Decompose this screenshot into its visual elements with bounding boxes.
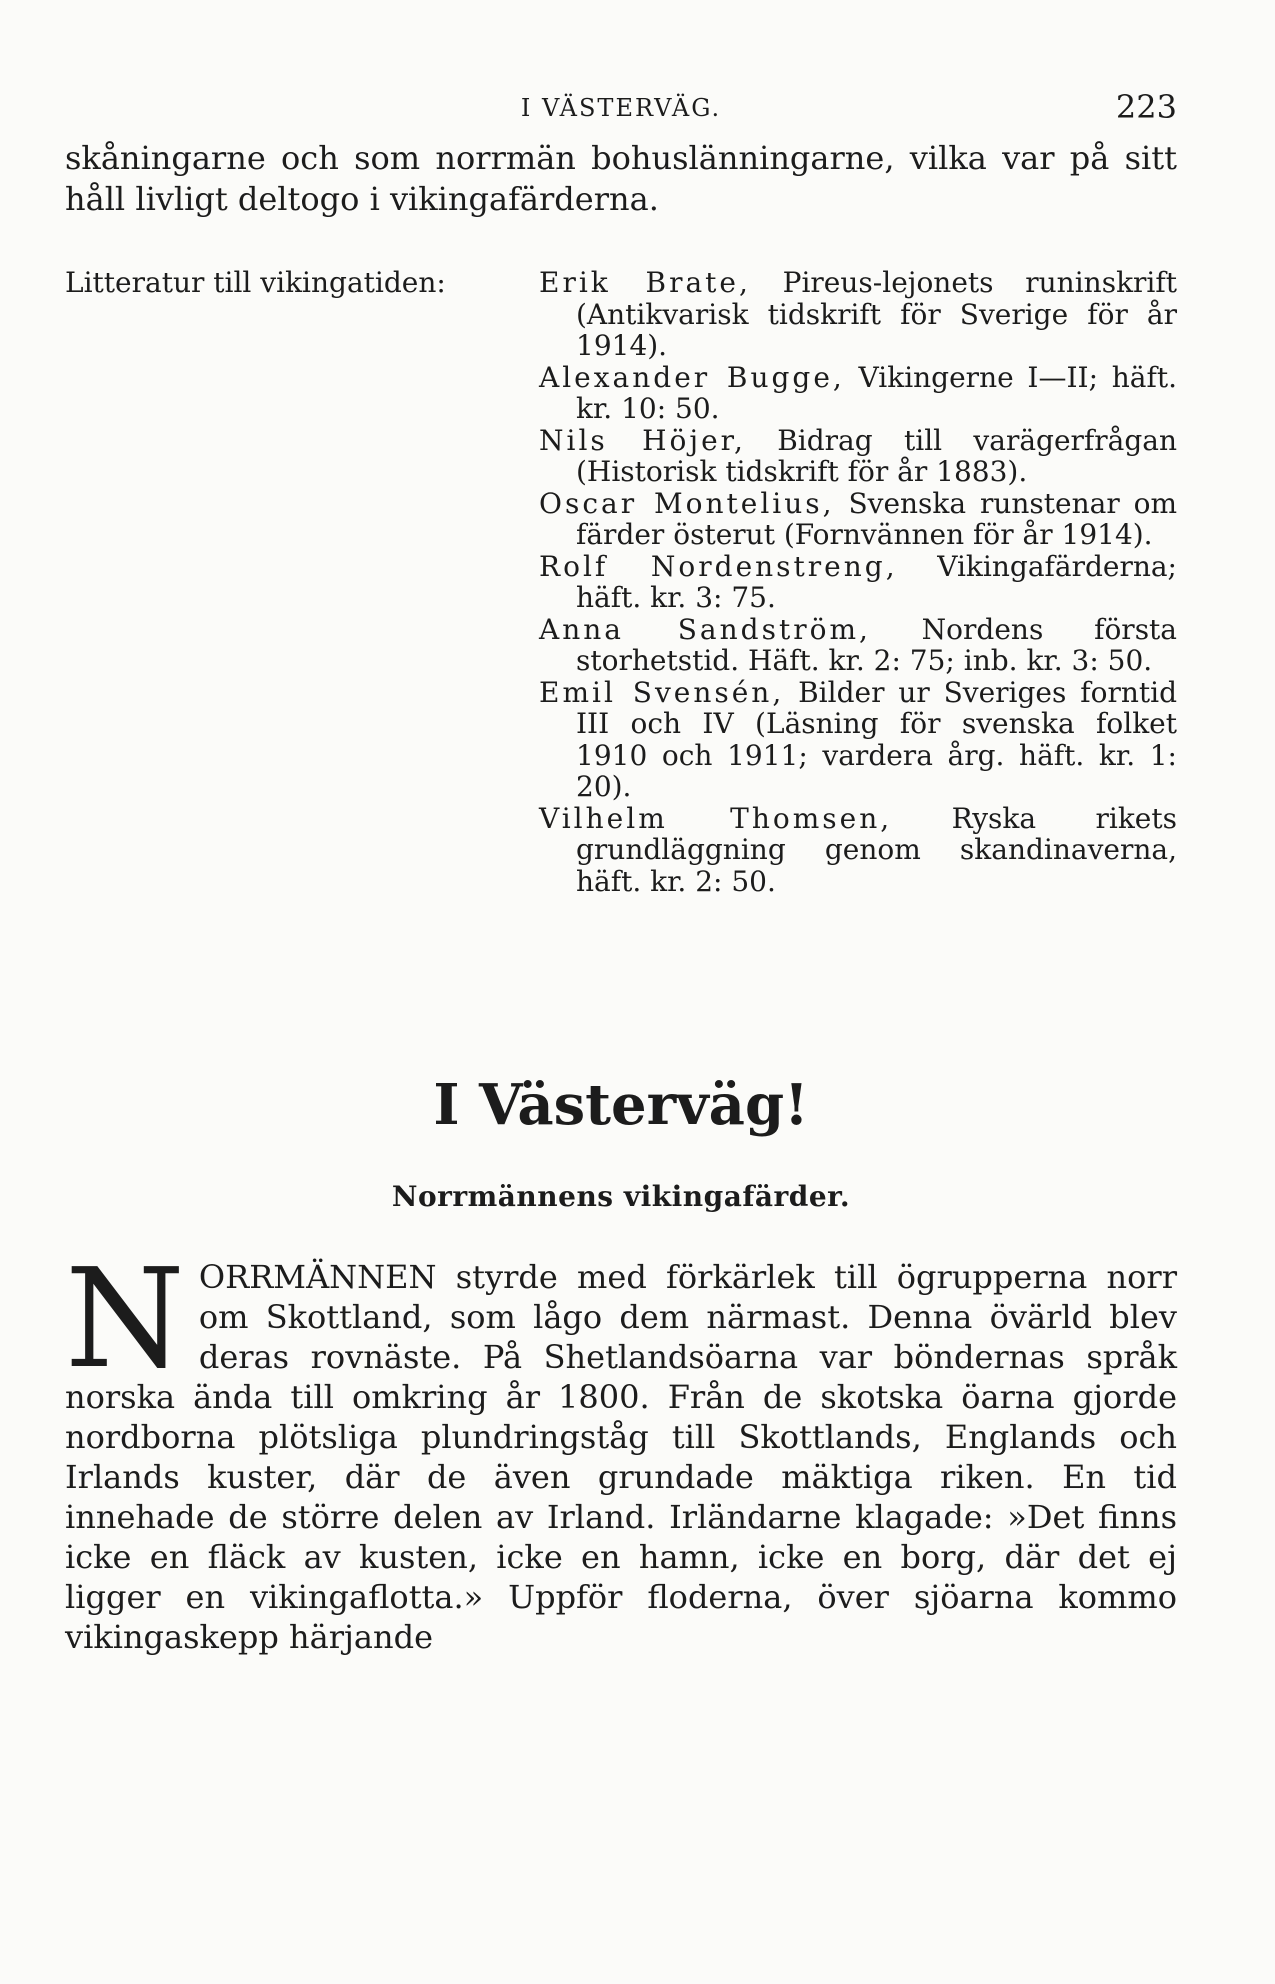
book-page [65, 88, 1177, 1657]
running-head [65, 88, 1177, 138]
literature-entry [539, 677, 1177, 803]
literature-entry [539, 267, 1177, 362]
literature-entry [539, 551, 1177, 614]
entry-text: Svenska runstenar om färder österut (Fornvännen för år 1914). [576, 486, 1177, 551]
literature-entry [539, 362, 1177, 425]
chapter-body [65, 1240, 1177, 1657]
entry-author: Emil Svensén, [539, 675, 785, 709]
page-number: 223 [1115, 88, 1177, 126]
chapter-title: I Västerväg! [433, 1072, 809, 1138]
body-text: styrde med förkärlek till ögrupperna norr om Skottland, som lågo dem närmast. Denna övärld blev deras rovnäste. På Shetlandsöarna var böndernas språk norska ända till omkring år 1800. Från de skotska öarna gjorde nordborna plötsliga plundringståg till Skottlands, Englands och Irlands kuster, där de även grundade mäktiga riken. En tid innehade de större delen av Irland. Irländarne klagade: »Det finns icke en fläck av kusten, icke en hamn, icke en borg, där det ej ligger en vikingaflotta.» Uppför floderna, över sjöarna kommo vikingaskepp härjande [65, 1258, 1177, 1656]
literature-section [65, 267, 1177, 897]
entry-author: Vilhelm Thomsen, [539, 801, 893, 835]
chapter-subtitle: Norrmännens vikingafärder. [391, 1180, 851, 1213]
literature-label: Litteratur till vikingatiden: [65, 266, 446, 299]
entry-text: Bidrag till varägerfrågan (Historisk tidskrift för år 1883). [576, 423, 1177, 488]
first-word-rest: ORRMÄNNEN [198, 1258, 437, 1296]
literature-list [533, 267, 1177, 897]
entry-author: Nils Höjer, [539, 423, 746, 457]
literature-entry [539, 803, 1177, 898]
entry-text: Bilder ur Sveriges forntid III och IV (Läsning för svenska folket 1910 och 1911; vardera årg. häft. kr. 1: 20). [576, 675, 1177, 803]
running-title: I VÄSTERVÄG. [520, 94, 722, 122]
entry-text: Nordens första storhetstid. Häft. kr. 2: 75; inb. kr. 3: 50. [576, 612, 1178, 677]
drop-cap: N [65, 1240, 185, 1399]
literature-entry [539, 488, 1177, 551]
opening-paragraph: skåningarne och som norrmän bohuslänningarne, vilka var på sitt håll livligt deltogo i vikingafärderna. [65, 139, 1177, 218]
entry-text: Ryska rikets grundläggning genom skandinaverna, häft. kr. 2: 50. [576, 801, 1177, 898]
entry-author: Rolf Nordenstreng, [539, 549, 898, 583]
literature-entry [539, 425, 1177, 488]
entry-author: Alexander Bugge, [539, 360, 845, 394]
entry-author: Erik Brate, [539, 266, 751, 299]
entry-author: Oscar Montelius, [539, 486, 835, 520]
entry-text: Vikingafärderna; häft. kr. 3: 75. [576, 549, 1177, 614]
entry-text: Vikingerne I—II; häft. kr. 10: 50. [576, 360, 1177, 425]
entry-text: Pireus-lejonets runinskrift (Antikvarisk tidskrift för Sverige för år 1914). [576, 266, 1177, 362]
literature-entry [539, 614, 1177, 677]
entry-author: Anna Sandström, [539, 612, 871, 646]
